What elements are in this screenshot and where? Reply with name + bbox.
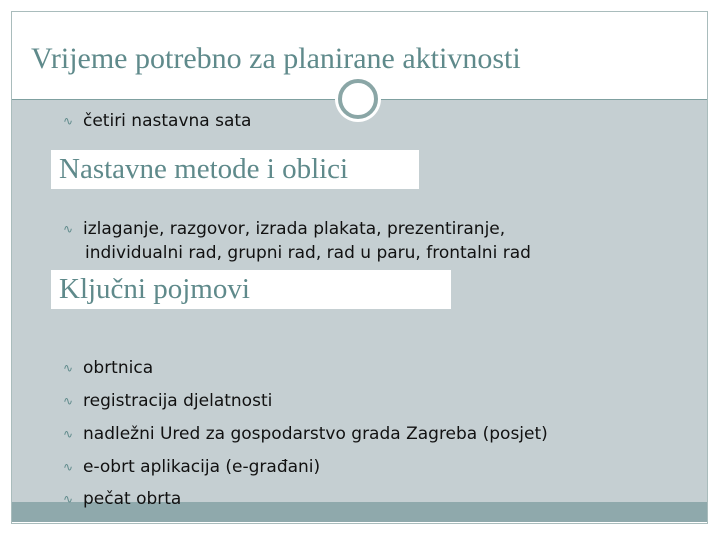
methods-heading: Nastavne metode i oblici bbox=[59, 153, 349, 185]
key-term-text: obrtnica bbox=[83, 358, 154, 378]
key-term-item bbox=[63, 357, 153, 380]
methods-heading-box bbox=[51, 150, 419, 189]
methods-text bbox=[63, 217, 663, 265]
key-term-text: nadležni Ured za gospodarstvo grada Zagreba (posjet) bbox=[83, 424, 548, 444]
wave-bullet-icon: ∿ bbox=[63, 222, 74, 236]
key-term-item bbox=[63, 390, 272, 413]
key-term-text: e-obrt aplikacija (e-građani) bbox=[83, 457, 321, 477]
time-item-text: četiri nastavna sata bbox=[83, 111, 252, 131]
slide-title: Vrijeme potrebno za planirane aktivnosti bbox=[31, 42, 521, 75]
wave-bullet-icon: ∿ bbox=[63, 492, 74, 506]
wave-bullet-icon: ∿ bbox=[63, 394, 74, 408]
key-terms-heading-box bbox=[51, 270, 451, 309]
wave-bullet-icon: ∿ bbox=[63, 427, 74, 441]
key-terms-heading: Ključni pojmovi bbox=[59, 273, 250, 305]
methods-line-2: individualni rad, grupni rad, rad u paru, frontalni rad bbox=[85, 243, 531, 263]
time-item bbox=[63, 110, 251, 133]
key-term-text: pečat obrta bbox=[83, 489, 182, 509]
key-term-item bbox=[63, 423, 548, 446]
methods-line-1: izlaganje, razgovor, izrada plakata, prezentiranje, bbox=[83, 219, 506, 239]
key-term-item bbox=[63, 456, 320, 479]
ring-ornament-icon bbox=[338, 79, 378, 119]
wave-bullet-icon: ∿ bbox=[63, 361, 74, 375]
key-term-text: registracija djelatnosti bbox=[83, 391, 273, 411]
key-term-item bbox=[63, 488, 181, 511]
wave-bullet-icon: ∿ bbox=[63, 114, 74, 128]
wave-bullet-icon: ∿ bbox=[63, 460, 74, 474]
